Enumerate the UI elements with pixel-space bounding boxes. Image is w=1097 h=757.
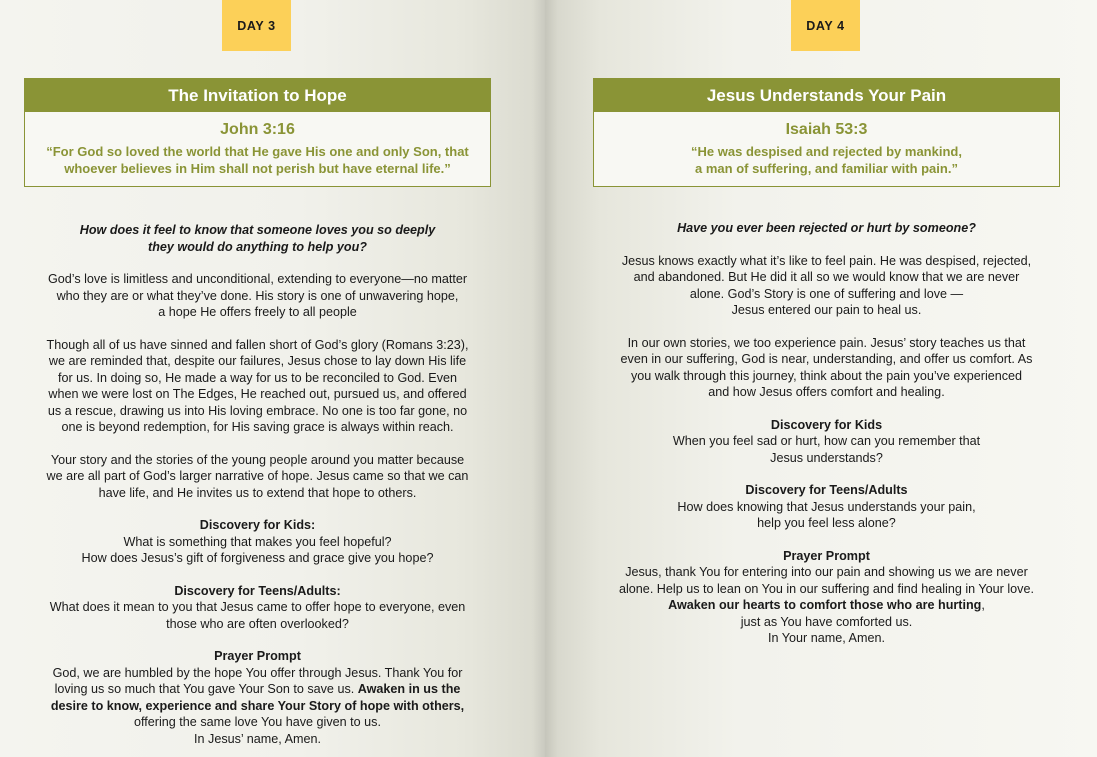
prayer-text: , — [981, 598, 985, 612]
text-line: one is beyond redemption, for His saving grace is always within reach. — [61, 420, 454, 434]
text-line: those who are often overlooked? — [166, 616, 349, 631]
text-line — [593, 597, 1060, 614]
text-line: you walk through this journey, think about the pain you’ve experienced — [630, 368, 1023, 383]
prayer-text: loving us so much that You gave Your Son to save us. — [54, 682, 358, 696]
text-line: In our own stories, we too experience pain. Jesus’ story teaches us that — [627, 335, 1026, 350]
text-line: even in our suffering, God is near, understanding, and offer us comfort. As — [620, 352, 1033, 366]
text-line: Jesus understands? — [770, 450, 883, 465]
text-line: Jesus, thank You for entering into our pain and showing us we are never — [625, 565, 1028, 579]
text-line — [24, 681, 491, 698]
day-3-verse-box — [24, 78, 491, 187]
text-line: Though all of us have sinned and fallen short of God’s glory (Romans 3:23), — [46, 337, 469, 352]
day-4-paragraph-1 — [593, 253, 1060, 319]
prayer-bold-text: Awaken in us the — [357, 682, 461, 696]
day-4-verse-text — [594, 143, 1059, 177]
teens-heading: Discovery for Teens/Adults: — [174, 583, 341, 598]
text-line: just as You have comforted us. — [740, 614, 913, 629]
text-line: How does Jesus’s gift of forgiveness and grace give you hope? — [81, 551, 434, 565]
text-line: When you feel sad or hurt, how can you remember that — [672, 434, 981, 448]
kids-heading: Discovery for Kids: — [199, 518, 316, 532]
question-line: they would do anything to help you? — [148, 239, 367, 254]
prayer-heading: Prayer Prompt — [214, 649, 301, 663]
kids-heading: Discovery for Kids — [770, 417, 883, 432]
text-line: In Jesus’ name, Amen. — [194, 731, 321, 746]
day-3-title: The Invitation to Hope — [25, 79, 490, 112]
text-line: What does it mean to you that Jesus came to offer hope to everyone, even — [49, 600, 466, 614]
day-4-question: Have you ever been rejected or hurt by someone? — [677, 221, 976, 235]
day-4-kids-section — [593, 417, 1060, 467]
verse-line: “He was despised and rejected by mankind, — [691, 144, 962, 159]
text-line: Jesus knows exactly what it’s like to feel pain. He was despised, rejected, — [621, 253, 1032, 268]
text-line: God, we are humbled by the hope You offer through Jesus. Thank You for — [52, 665, 463, 680]
day-3-verse-text — [25, 143, 490, 177]
prayer-heading: Prayer Prompt — [783, 548, 870, 563]
text-line: us a rescue, drawing us into His loving embrace. No one is too far gone, no — [47, 403, 468, 418]
text-line: Jesus entered our pain to heal us. — [731, 303, 922, 317]
prayer-bold-text: Awaken our hearts to comfort those who are hurting — [668, 598, 982, 612]
day-3-verse-reference: John 3:16 — [220, 121, 295, 138]
day-3-prayer-section — [24, 648, 491, 747]
text-line: In Your name, Amen. — [768, 631, 885, 645]
text-line: when we were lost on The Edges, He reached out, pursued us, and offered — [48, 387, 467, 401]
text-line: a hope He offers freely to all people — [158, 305, 357, 319]
text-line: alone. God’s Story is one of suffering and love — — [689, 286, 964, 301]
day-3-paragraph-2 — [24, 337, 491, 436]
day-3-question — [24, 222, 491, 255]
prayer-bold-text: desire to know, experience and share Your Story of hope with others, — [50, 698, 465, 713]
text-line: help you feel less alone? — [757, 516, 896, 530]
teens-heading: Discovery for Teens/Adults — [745, 483, 908, 497]
day-4-title: Jesus Understands Your Pain — [594, 79, 1059, 112]
text-line: What is something that makes you feel hopeful? — [123, 534, 392, 549]
day-4-verse-reference: Isaiah 53:3 — [785, 121, 868, 138]
text-line: and how Jesus offers comfort and healing. — [708, 385, 945, 399]
text-line: for us. In doing so, He made a way for us to be reconciled to God. Even — [57, 370, 458, 385]
day-3-body — [24, 222, 491, 747]
text-line: we are all part of God’s larger narrative of hope. Jesus came so that we can — [46, 469, 469, 483]
verse-line: whoever believes in Him shall not perish but have eternal life.” — [64, 161, 451, 176]
question-line: How does it feel to know that someone loves you so deeply — [79, 223, 436, 237]
text-line: have life, and He invites us to extend that hope to others. — [98, 485, 417, 500]
left-page — [0, 0, 545, 757]
text-line: and abandoned. But He did it all so we would know that we are never — [633, 270, 1020, 284]
text-line: offering the same love You have given to us. — [134, 715, 381, 729]
day-4-body — [593, 220, 1060, 647]
verse-line: “For God so loved the world that He gave His one and only Son, that — [46, 144, 469, 159]
text-line: How does knowing that Jesus understands your pain, — [677, 499, 976, 514]
day-4-tab: DAY 4 — [791, 0, 860, 51]
text-line: we are reminded that, despite our failures, Jesus chose to lay down His life — [48, 354, 467, 368]
verse-line: a man of suffering, and familiar with pain.” — [695, 161, 958, 176]
day-3-tab: DAY 3 — [222, 0, 291, 51]
day-3-kids-section — [24, 517, 491, 567]
day-4-teens-section — [593, 482, 1060, 532]
text-line: Your story and the stories of the young people around you matter because — [50, 452, 465, 467]
day-3-paragraph-1 — [24, 271, 491, 321]
day-3-paragraph-3 — [24, 452, 491, 502]
book-gutter-shadow — [532, 0, 558, 757]
day-3-teens-section — [24, 583, 491, 633]
text-line: God’s love is limitless and unconditional, extending to everyone—no matter — [47, 272, 468, 286]
day-4-paragraph-2 — [593, 335, 1060, 401]
right-page — [545, 0, 1097, 757]
day-4-prayer-section — [593, 548, 1060, 647]
day-4-verse-box — [593, 78, 1060, 187]
text-line: who they are or what they’ve done. His story is one of unwavering hope, — [56, 288, 459, 303]
text-line: alone. Help us to lean on You in our suffering and find healing in Your love. — [619, 581, 1034, 596]
